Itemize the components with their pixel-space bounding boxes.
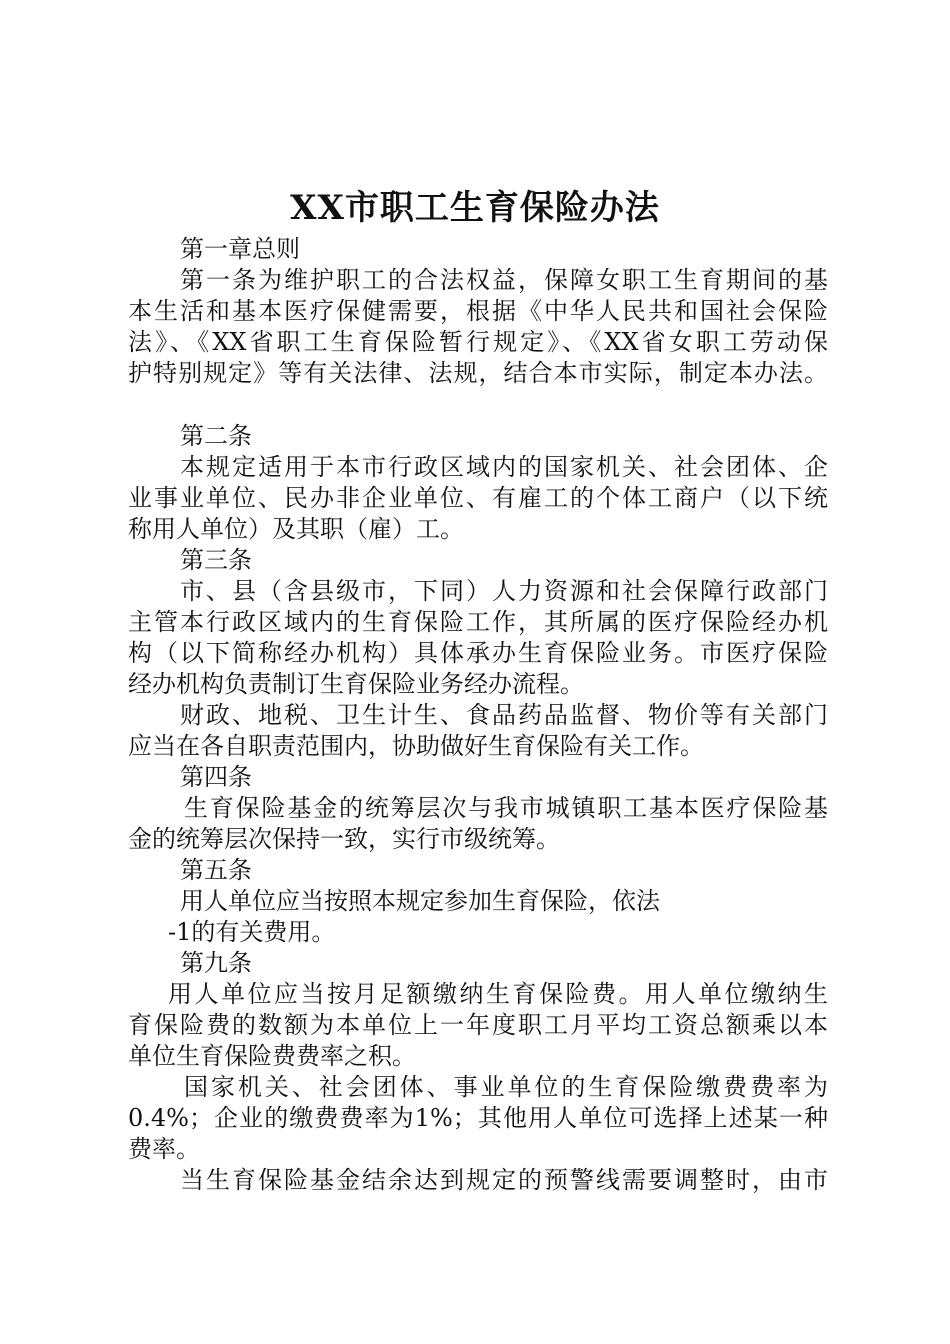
paragraph-line: 金的统筹层次保持一致，实行市级统筹。 [128, 825, 560, 853]
paragraph-line: 业事业单位、民办非企业单位、有雇工的个体工商户（以下统 [128, 484, 828, 512]
paragraph-line: 财政、地税、卫生计生、食品药品监督、物价等有关部门 [180, 701, 828, 729]
paragraph-line: 0.4%；企业的缴费费率为1%；其他用人单位可选择上述某一种 [128, 1104, 828, 1132]
paragraph-line: 单位生育保险费费率之积。 [128, 1042, 416, 1070]
article-heading: 第二条 [180, 422, 252, 450]
blank-line [128, 389, 828, 421]
paragraph-line: 费率。 [128, 1135, 200, 1163]
paragraph-line: 生育保险基金的统筹层次与我市城镇职工基本医疗保险基 [184, 794, 828, 822]
article-heading: 第五条 [180, 856, 252, 884]
paragraph-line: 护特别规定》等有关法律、法规，结合本市实际，制定本办法。 [128, 359, 828, 387]
chapter-heading: 第一章总则 [180, 235, 300, 263]
paragraph-line: 称用人单位）及其职（雇）工。 [128, 515, 464, 543]
paragraph-line: 市、县（含县级市，下同）人力资源和社会保障行政部门 [180, 577, 828, 605]
paragraph-line: 经办机构负责制订生育保险业务经办流程。 [128, 670, 584, 698]
document-body [128, 234, 828, 1196]
paragraph-line: 本规定适用于本市行政区域内的国家机关、社会团体、企 [180, 453, 828, 481]
paragraph-line: 主管本行政区域内的生育保险工作，其所属的医疗保险经办机 [128, 608, 828, 636]
document-title: XX市职工生育保险办法 [290, 188, 660, 228]
paragraph-line: 国家机关、社会团体、事业单位的生育保险缴费费率为 [184, 1073, 828, 1101]
paragraph-line: 法》、《XX省职工生育保险暂行规定》、《XX省女职工劳动保 [128, 328, 828, 356]
paragraph-line: 第一条为维护职工的合法权益，保障女职工生育期间的基 [180, 266, 828, 294]
paragraph-line: -1的有关费用。 [168, 918, 336, 946]
paragraph-line: 用人单位应当按照本规定参加生育保险，依法 [180, 887, 660, 915]
paragraph-line: 育保险费的数额为本单位上一年度职工月平均工资总额乘以本 [128, 1011, 828, 1039]
article-heading: 第四条 [180, 763, 252, 791]
article-heading: 第三条 [180, 546, 252, 574]
paragraph-line: 应当在各自职责范围内，协助做好生育保险有关工作。 [128, 732, 704, 760]
paragraph-line: 当生育保险基金结余达到规定的预警线需要调整时，由市 [180, 1166, 828, 1194]
paragraph-line: 本生活和基本医疗保健需要，根据《中华人民共和国社会保险 [128, 297, 828, 325]
paragraph-line: 用人单位应当按月足额缴纳生育保险费。用人单位缴纳生 [168, 980, 828, 1008]
article-heading: 第九条 [180, 949, 252, 977]
paragraph-line: 构（以下简称经办机构）具体承办生育保险业务。市医疗保险 [128, 639, 828, 667]
